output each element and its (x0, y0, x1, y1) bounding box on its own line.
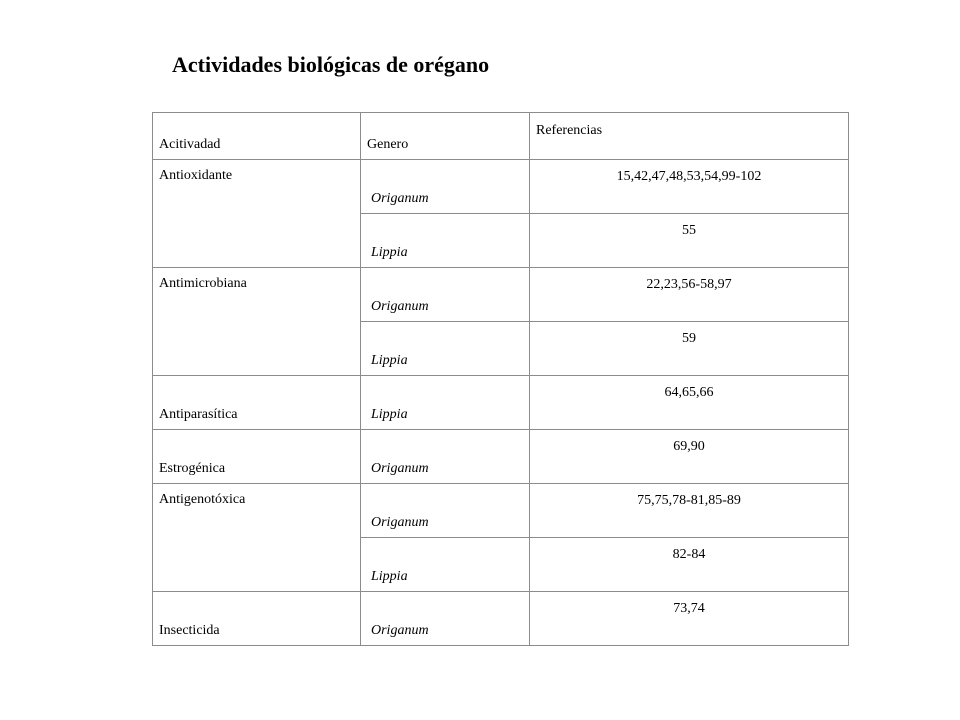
references-cell: 69,90 (530, 430, 849, 484)
activity-cell: Antimicrobiana (153, 268, 361, 376)
references-cell: 82-84 (530, 538, 849, 592)
references-cell: 15,42,47,48,53,54,99-102 (530, 160, 849, 214)
genus-cell: Origanum (361, 592, 530, 646)
table-row (153, 592, 849, 646)
header-genus: Genero (361, 113, 530, 160)
genus-cell: Lippia (361, 322, 530, 376)
table-row (153, 484, 849, 538)
references-cell: 75,75,78-81,85-89 (530, 484, 849, 538)
references-cell: 59 (530, 322, 849, 376)
table-row (153, 430, 849, 484)
page-title: Actividades biológicas de orégano (172, 52, 490, 77)
table-row (153, 268, 849, 322)
genus-cell: Lippia (361, 214, 530, 268)
genus-cell: Origanum (361, 160, 530, 214)
genus-cell: Lippia (361, 538, 530, 592)
activity-cell: Antioxidante (153, 160, 361, 268)
table-row (153, 376, 849, 430)
activity-cell: Antigenotóxica (153, 484, 361, 592)
references-cell: 22,23,56-58,97 (530, 268, 849, 322)
activity-cell: Estrogénica (153, 430, 361, 484)
references-cell: 55 (530, 214, 849, 268)
genus-cell: Origanum (361, 430, 530, 484)
references-cell: 64,65,66 (530, 376, 849, 430)
activity-cell: Insecticida (153, 592, 361, 646)
header-activity: Acitivadad (153, 113, 361, 160)
genus-cell: Lippia (361, 376, 530, 430)
table-header-row (153, 113, 849, 160)
biological-activities-table (152, 112, 849, 646)
header-references: Referencias (530, 113, 849, 160)
references-cell: 73,74 (530, 592, 849, 646)
table-row (153, 160, 849, 214)
genus-cell: Origanum (361, 484, 530, 538)
activity-cell: Antiparasítica (153, 376, 361, 430)
genus-cell: Origanum (361, 268, 530, 322)
